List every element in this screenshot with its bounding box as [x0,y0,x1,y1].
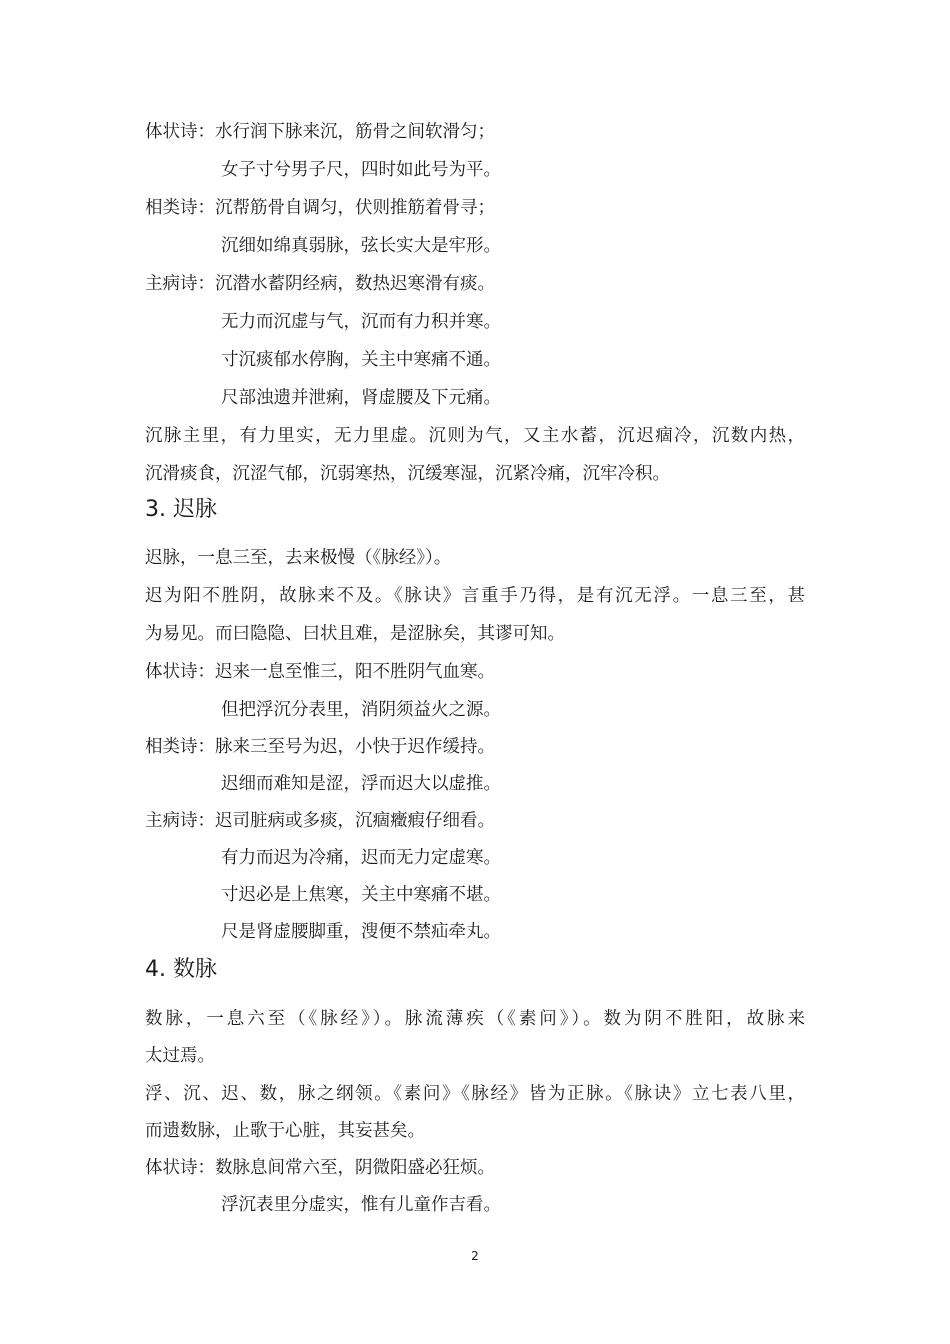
paragraph-line: 沉脉主里，有力里实，无力里虚。沉则为气，又主水蓄，沉迟痼冷，沉数内热， [145,426,805,446]
text-line: 沉细如绵真弱脉，弦长实大是牢形。 [221,236,501,256]
text-line: 体状诗：数脉息间常六至，阴微阳盛必狂烦。 [145,1158,495,1178]
text-line: 体状诗：迟来一息至惟三，阳不胜阴气血寒。 [145,662,495,682]
section-heading-4: 4. 数脉 [145,957,217,982]
text-line: 相类诗：沉帮筋骨自调匀，伏则推筋着骨寻； [145,198,495,218]
section-heading-3: 3. 迟脉 [145,497,217,522]
text-line: 尺是肾虚腰脚重，溲便不禁疝牵丸。 [221,922,501,942]
text-line: 无力而沉虚与气，沉而有力积并寒。 [221,312,501,332]
text-line: 体状诗：水行润下脉来沉，筋骨之间软滑匀； [145,122,495,142]
paragraph-line: 数脉，一息六至（《脉经》）。脉流薄疾（《素问》）。数为阴不胜阳，故脉来 [145,1009,805,1029]
paragraph-line: 为易见。而曰隐隐、曰状且难，是涩脉矣，其谬可知。 [145,624,565,644]
paragraph-line: 沉滑痰食，沉涩气郁，沉弱寒热，沉缓寒湿，沉紧冷痛，沉牢冷积。 [145,464,670,484]
paragraph-line: 迟脉，一息三至，去来极慢（《脉经》）。 [145,548,452,568]
paragraph-line: 迟为阳不胜阴，故脉来不及。《脉诀》言重手乃得，是有沉无浮。一息三至，甚 [145,586,805,606]
text-line: 迟细而难知是涩，浮而迟大以虚推。 [221,774,501,794]
text-line: 浮沉表里分虚实，惟有儿童作吉看。 [221,1195,501,1215]
page-number: 2 [471,1249,479,1263]
text-line: 有力而迟为冷痛，迟而无力定虚寒。 [221,848,501,868]
text-line: 相类诗：脉来三至号为迟，小快于迟作缓持。 [145,737,495,757]
text-line: 尺部浊遗并泄痢，肾虚腰及下元痛。 [221,388,501,408]
paragraph-line: 太过焉。 [145,1046,215,1066]
text-line: 寸迟必是上焦寒，关主中寒痛不堪。 [221,885,501,905]
text-line: 主病诗：迟司脏病或多痰，沉痼癥瘕仔细看。 [145,811,495,831]
text-line: 主病诗：沉潜水蓄阴经病，数热迟寒滑有痰。 [145,274,495,294]
text-line: 但把浮沉分表里，消阴须益火之源。 [221,700,501,720]
text-line: 女子寸兮男子尺，四时如此号为平。 [221,160,501,180]
paragraph-line: 浮、沉、迟、数，脉之纲领。《素问》《脉经》皆为正脉。《脉诀》立七表八里， [145,1084,805,1104]
text-line: 寸沉痰郁水停胸，关主中寒痛不通。 [221,350,501,370]
paragraph-line: 而遗数脉，止歌于心脏，其妄甚矣。 [145,1121,425,1141]
